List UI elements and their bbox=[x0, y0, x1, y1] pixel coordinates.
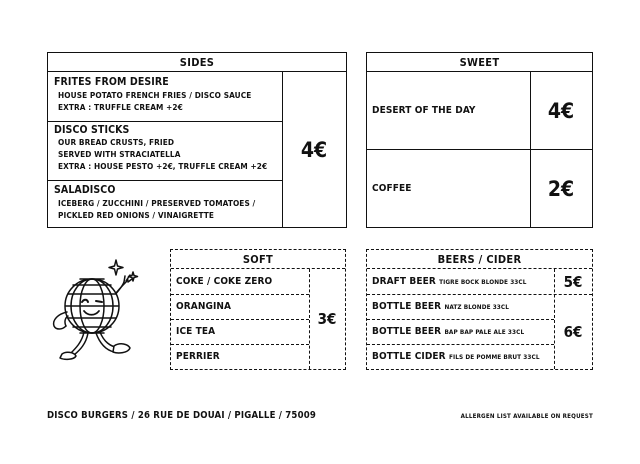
item-name: SALADISCO bbox=[54, 184, 116, 196]
sides-title: SIDES bbox=[48, 53, 346, 72]
beer-detail: NATZ BLONDE 33CL bbox=[444, 302, 509, 311]
item-description: HOUSE POTATO FRENCH FRIES / DISCO SAUCE bbox=[58, 90, 252, 100]
footer-allergen-note: ALLERGEN LIST AVAILABLE ON REQUEST bbox=[460, 413, 593, 420]
sides-row-divider bbox=[48, 121, 282, 122]
footer-address: DISCO BURGERS / 26 RUE DE DOUAI / PIGALLE / 75009 bbox=[47, 410, 317, 421]
sweet-item-dessert: DESERT OF THE DAY bbox=[372, 105, 476, 116]
beers-title: BEERS / CIDER bbox=[367, 250, 592, 269]
beer-item-bottle bbox=[372, 294, 509, 319]
item-name: DISCO STICKS bbox=[54, 124, 130, 136]
sides-item-saladisco bbox=[54, 184, 255, 220]
item-description: OUR BREAD CRUSTS, FRIED bbox=[58, 137, 175, 147]
beer-name: DRAFT BEER bbox=[372, 276, 436, 287]
beer-detail: FILS DE POMME BRUT 33CL bbox=[448, 352, 540, 361]
disco-ball-mascot-icon bbox=[40, 254, 152, 372]
soft-price: 3€ bbox=[317, 310, 337, 328]
sweet-title: SWEET bbox=[367, 53, 592, 72]
beer-detail: TIGRE BOCK BLONDE 33CL bbox=[439, 277, 527, 286]
beer-name: BOTTLE BEER bbox=[372, 326, 442, 337]
item-description: PICKLED RED ONIONS / VINAIGRETTE bbox=[58, 210, 215, 220]
beer-detail: BAP BAP PALE ALE 33CL bbox=[444, 327, 525, 336]
soft-item: ORANGINA bbox=[176, 301, 232, 312]
beers-price-bottles: 6€ bbox=[563, 322, 583, 341]
item-name: FRITES FROM DESIRE bbox=[54, 76, 169, 88]
soft-section bbox=[170, 249, 346, 370]
sweet-section bbox=[366, 52, 593, 228]
sides-section bbox=[47, 52, 347, 228]
beers-price-draft: 5€ bbox=[563, 272, 583, 291]
sides-item-disco-sticks bbox=[54, 124, 267, 171]
item-description: SERVED WITH STRACIATELLA bbox=[58, 149, 181, 159]
beer-name: BOTTLE BEER bbox=[372, 301, 442, 312]
soft-item: PERRIER bbox=[176, 351, 220, 362]
soft-item: COKE / COKE ZERO bbox=[176, 276, 273, 287]
item-extra: EXTRA : TRUFFLE CREAM +2€ bbox=[58, 102, 183, 112]
beer-item-bottle bbox=[372, 319, 524, 344]
sweet-price-dessert: 4€ bbox=[547, 98, 575, 123]
sweet-item-coffee: COFFEE bbox=[372, 183, 412, 194]
cider-item-bottle bbox=[372, 344, 540, 369]
sides-row-divider bbox=[48, 180, 282, 181]
sides-item-frites bbox=[54, 76, 251, 112]
sweet-price-coffee: 2€ bbox=[547, 176, 575, 201]
sides-price: 4€ bbox=[300, 137, 328, 162]
item-description: ICEBERG / ZUCCHINI / PRESERVED TOMATOES / bbox=[58, 198, 256, 208]
beers-section bbox=[366, 249, 593, 370]
beer-name: BOTTLE CIDER bbox=[372, 351, 446, 362]
soft-item: ICE TEA bbox=[176, 326, 216, 337]
soft-title: SOFT bbox=[171, 250, 345, 269]
beer-item-draft bbox=[372, 269, 526, 294]
item-extra: EXTRA : HOUSE PESTO +2€, TRUFFLE CREAM +2€ bbox=[58, 161, 268, 171]
